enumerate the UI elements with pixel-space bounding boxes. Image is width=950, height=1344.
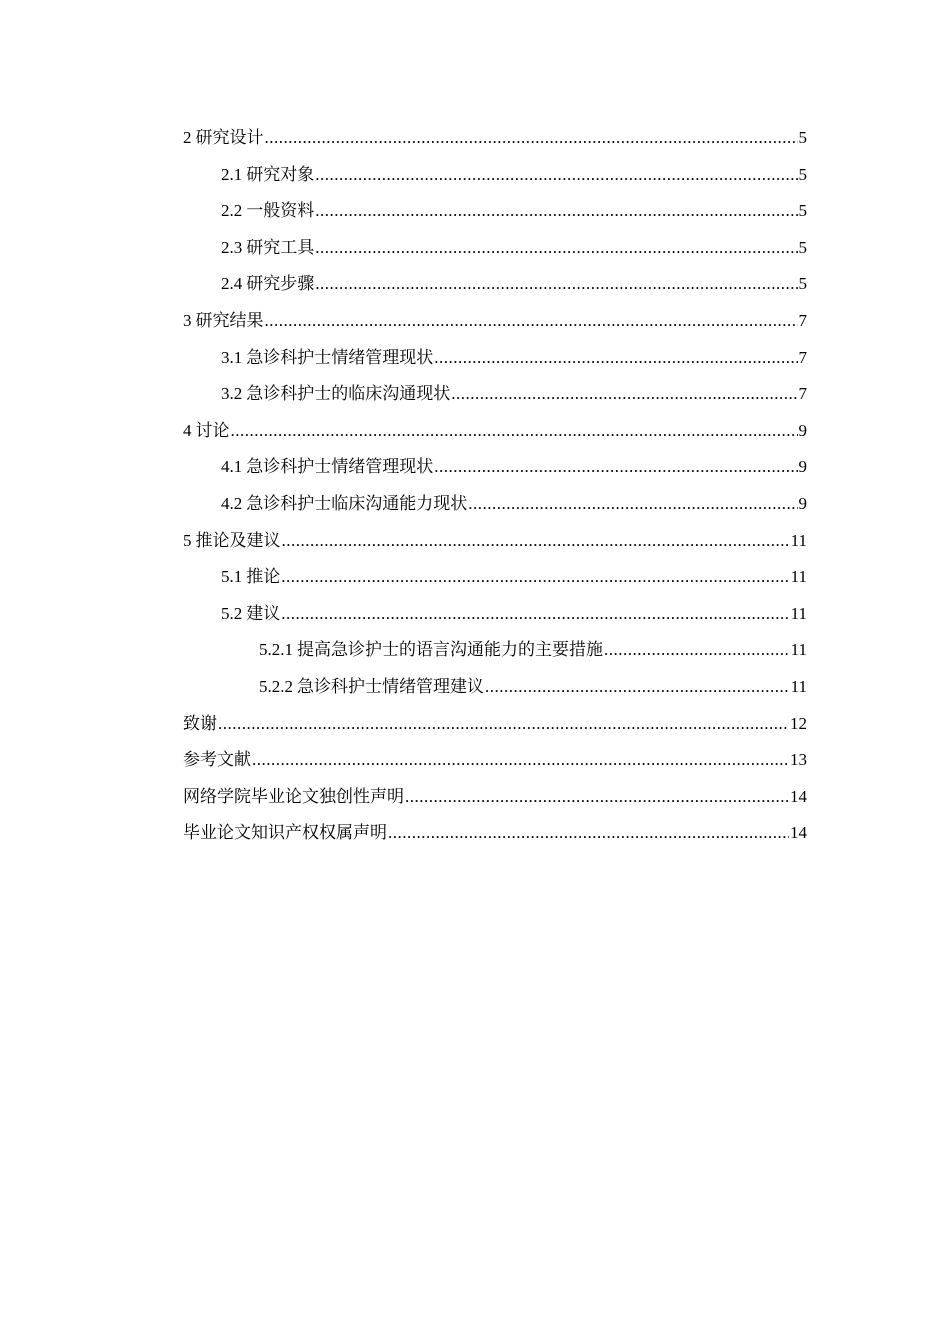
toc-entry-page: 11 (790, 567, 807, 587)
toc-leader-dots (434, 449, 797, 486)
toc-entry[interactable] (183, 669, 807, 706)
toc-leader-dots (315, 193, 797, 230)
toc-entry[interactable] (183, 632, 807, 669)
toc-entry-title: 研究对象 (246, 164, 315, 184)
toc-entry-title: 讨论 (195, 420, 230, 440)
toc-entry-page: 7 (798, 384, 807, 404)
toc-entry-title: 急诊科护士情绪管理现状 (246, 347, 434, 367)
toc-entry-number: 4 (183, 420, 192, 440)
toc-leader-dots (405, 779, 789, 816)
toc-entry-title: 网络学院毕业论文独创性声明 (183, 786, 404, 806)
toc-entry[interactable] (183, 486, 807, 523)
toc-entry-title: 急诊科护士情绪管理建议 (297, 676, 484, 696)
toc-entry-title: 研究结果 (195, 310, 264, 330)
toc-leader-dots (315, 157, 797, 194)
toc-entry-page: 9 (798, 457, 807, 477)
toc-leader-dots (315, 230, 797, 267)
toc-entry-page: 12 (790, 713, 807, 733)
toc-leader-dots (231, 413, 798, 450)
toc-entry-page: 5 (798, 164, 807, 184)
toc-entry[interactable] (183, 413, 807, 450)
toc-leader-dots (485, 669, 790, 706)
toc-entry-title: 研究设计 (195, 128, 264, 147)
toc-entry[interactable] (183, 706, 807, 743)
toc-entry-page: 11 (790, 603, 807, 623)
toc-entry[interactable] (183, 449, 807, 486)
toc-entry[interactable] (183, 596, 807, 633)
toc-leader-dots (604, 632, 790, 669)
toc-entry-title: 参考文献 (183, 750, 251, 770)
toc-entry-number: 2 (183, 128, 192, 147)
toc-leader-dots (434, 340, 797, 377)
toc-entry-title: 毕业论文知识产权权属声明 (183, 823, 387, 843)
toc-entry-number: 4.2 (221, 493, 243, 513)
toc-entry-number: 4.1 (221, 457, 243, 477)
toc-entry[interactable] (183, 230, 807, 267)
toc-entry[interactable] (183, 815, 807, 852)
toc-entry-page: 11 (790, 530, 807, 550)
toc-entry-title: 提高急诊护士的语言沟通能力的主要措施 (297, 640, 603, 660)
toc-leader-dots (315, 266, 797, 303)
toc-leader-dots (218, 706, 789, 743)
toc-leader-dots (388, 815, 789, 852)
toc-leader-dots (265, 303, 798, 340)
toc-entry-title: 推论 (246, 567, 281, 587)
toc-entry[interactable] (183, 559, 807, 596)
toc-entry[interactable] (183, 193, 807, 230)
toc-entry-number: 2.2 (221, 201, 243, 221)
toc-entry-number: 2.3 (221, 237, 243, 257)
toc-leader-dots (281, 596, 789, 633)
toc-entry[interactable] (183, 157, 807, 194)
toc-entry-title: 研究工具 (246, 237, 315, 257)
toc-entry-number: 5.2.1 (259, 640, 293, 660)
toc-entry-page: 14 (790, 786, 807, 806)
toc-entry-page: 7 (798, 347, 807, 367)
toc-entry[interactable] (183, 376, 807, 413)
toc-entry[interactable] (183, 266, 807, 303)
toc-entry[interactable] (183, 523, 807, 560)
toc-entry-page: 13 (790, 750, 807, 770)
toc-entry-title: 建议 (246, 603, 281, 623)
toc-entry[interactable] (183, 779, 807, 816)
toc-entry-page: 7 (798, 310, 807, 330)
toc-leader-dots (281, 559, 789, 596)
toc-leader-dots (468, 486, 797, 523)
toc-entry-number: 2.4 (221, 274, 243, 294)
toc-entry-number: 3.2 (221, 384, 243, 404)
toc-entry[interactable] (183, 303, 807, 340)
toc-entry-number: 3 (183, 310, 192, 330)
toc-entry-title: 致谢 (183, 713, 217, 733)
toc-entry-title: 研究步骤 (246, 274, 315, 294)
toc-leader-dots (265, 120, 798, 157)
toc-entry-page: 14 (790, 823, 807, 843)
toc-entry-page: 11 (790, 676, 807, 696)
toc-entry[interactable] (183, 340, 807, 377)
toc-entry[interactable] (183, 742, 807, 779)
toc-entry-page: 5 (798, 201, 807, 221)
toc-entry-title: 急诊科护士情绪管理现状 (246, 457, 434, 477)
toc-entry-page: 11 (790, 640, 807, 660)
toc-entry-number: 2.1 (221, 164, 243, 184)
toc-entry-page: 5 (798, 237, 807, 257)
toc-entry-page: 5 (798, 128, 807, 147)
table-of-contents (183, 120, 807, 852)
toc-entry-number: 5.2.2 (259, 676, 293, 696)
toc-entry-number: 3.1 (221, 347, 243, 367)
toc-entry-title: 急诊科护士临床沟通能力现状 (246, 493, 468, 513)
toc-leader-dots (252, 742, 789, 779)
toc-entry-number: 5.1 (221, 567, 243, 587)
toc-leader-dots (451, 376, 797, 413)
toc-entry-page: 9 (798, 493, 807, 513)
toc-entry-title: 急诊科护士的临床沟通现状 (246, 384, 451, 404)
toc-entry-number: 5 (183, 530, 192, 550)
toc-entry-page: 9 (798, 420, 807, 440)
toc-leader-dots (282, 523, 790, 560)
toc-entry-number: 5.2 (221, 603, 243, 623)
toc-entry-page: 5 (798, 274, 807, 294)
toc-entry-title: 推论及建议 (195, 530, 281, 550)
toc-entry-title: 一般资料 (246, 201, 315, 221)
toc-entry[interactable] (183, 120, 807, 157)
